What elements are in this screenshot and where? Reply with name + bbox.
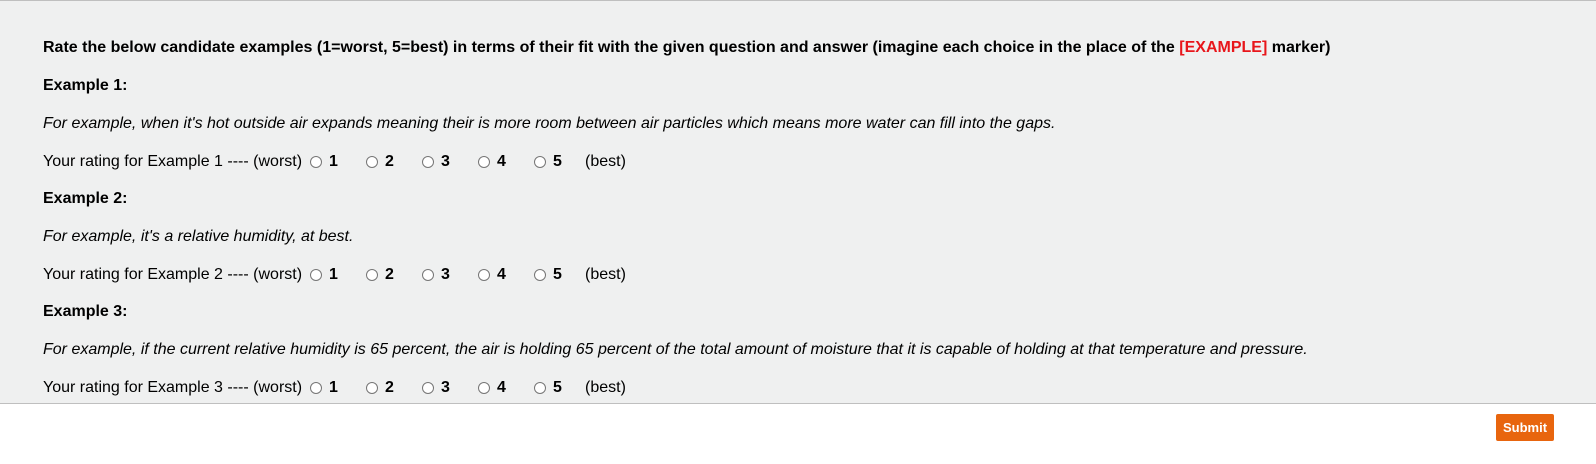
example-1-option-3[interactable]	[422, 151, 478, 173]
option-label: 5	[553, 379, 562, 396]
example-1-rating-prompt: Your rating for Example 1 ---- (worst)	[43, 153, 303, 170]
example-2-option-2[interactable]	[366, 264, 422, 286]
example-3-option-3[interactable]	[422, 377, 478, 399]
example-2-option-4[interactable]	[478, 264, 534, 286]
option-label: 4	[497, 266, 506, 283]
example-2-title: Example 2:	[43, 190, 128, 207]
example-1-radio-5[interactable]	[534, 156, 546, 168]
option-label: 3	[441, 153, 450, 170]
example-2-radio-5[interactable]	[534, 269, 546, 281]
example-3-option-2[interactable]	[366, 377, 422, 399]
example-1-text: For example, when it's hot outside air expands meaning their is more room between air particles which means more water can fill into the gaps.	[43, 115, 1056, 132]
example-3-text: For example, if the current relative humidity is 65 percent, the air is holding 65 percent of the total amount of moisture that it is capable of holding at that temperature and pressure.	[43, 341, 1308, 358]
example-3-option-5[interactable]	[534, 377, 590, 399]
option-label: 4	[497, 153, 506, 170]
example-3-radio-3[interactable]	[422, 382, 434, 394]
option-label: 3	[441, 266, 450, 283]
example-2-option-1[interactable]	[310, 264, 366, 286]
example-3-title: Example 3:	[43, 303, 128, 320]
example-2-option-3[interactable]	[422, 264, 478, 286]
option-label: 4	[497, 379, 506, 396]
option-label: 1	[329, 266, 338, 283]
best-label: (best)	[585, 153, 626, 170]
example-1-option-4[interactable]	[478, 151, 534, 173]
example-1-option-5[interactable]	[534, 151, 590, 173]
example-3-radio-1[interactable]	[310, 382, 322, 394]
option-label: 3	[441, 379, 450, 396]
best-label: (best)	[585, 379, 626, 396]
example-3-radio-2[interactable]	[366, 382, 378, 394]
option-label: 1	[329, 153, 338, 170]
example-3-radio-4[interactable]	[478, 382, 490, 394]
example-3-rating-row	[43, 377, 626, 399]
example-1-option-2[interactable]	[366, 151, 422, 173]
example-1-rating-row	[43, 151, 626, 173]
option-label: 5	[553, 266, 562, 283]
example-2-rating-prompt: Your rating for Example 2 ---- (worst)	[43, 266, 303, 283]
rating-content	[43, 37, 1576, 396]
example-2-rating-row	[43, 264, 626, 286]
example-3-option-1[interactable]	[310, 377, 366, 399]
instructions-text: Rate the below candidate examples (1=worst, 5=best) in terms of their fit with the given question and answer (imagine each choice in the place of the	[43, 39, 1180, 56]
example-3-option-4[interactable]	[478, 377, 534, 399]
option-label: 2	[385, 379, 394, 396]
example-2-text: For example, it's a relative humidity, at best.	[43, 228, 354, 245]
option-label: 2	[385, 266, 394, 283]
example-marker: [EXAMPLE]	[1179, 39, 1268, 56]
example-1-radio-1[interactable]	[310, 156, 322, 168]
example-2-radio-2[interactable]	[366, 269, 378, 281]
option-label: 2	[385, 153, 394, 170]
example-1-radio-2[interactable]	[366, 156, 378, 168]
example-1-radio-3[interactable]	[422, 156, 434, 168]
option-label: 5	[553, 153, 562, 170]
best-label: (best)	[585, 266, 626, 283]
example-3-rating-prompt: Your rating for Example 3 ---- (worst)	[43, 379, 303, 396]
instructions-text-end: marker)	[1267, 39, 1331, 56]
example-2-radio-3[interactable]	[422, 269, 434, 281]
example-1-title: Example 1:	[43, 77, 128, 94]
example-2-radio-4[interactable]	[478, 269, 490, 281]
example-2-radio-1[interactable]	[310, 269, 322, 281]
example-1-radio-4[interactable]	[478, 156, 490, 168]
example-2-option-5[interactable]	[534, 264, 590, 286]
submit-button[interactable]: Submit	[1496, 414, 1554, 441]
option-label: 1	[329, 379, 338, 396]
example-3-radio-5[interactable]	[534, 382, 546, 394]
example-1-option-1[interactable]	[310, 151, 366, 173]
instructions	[43, 37, 1576, 59]
